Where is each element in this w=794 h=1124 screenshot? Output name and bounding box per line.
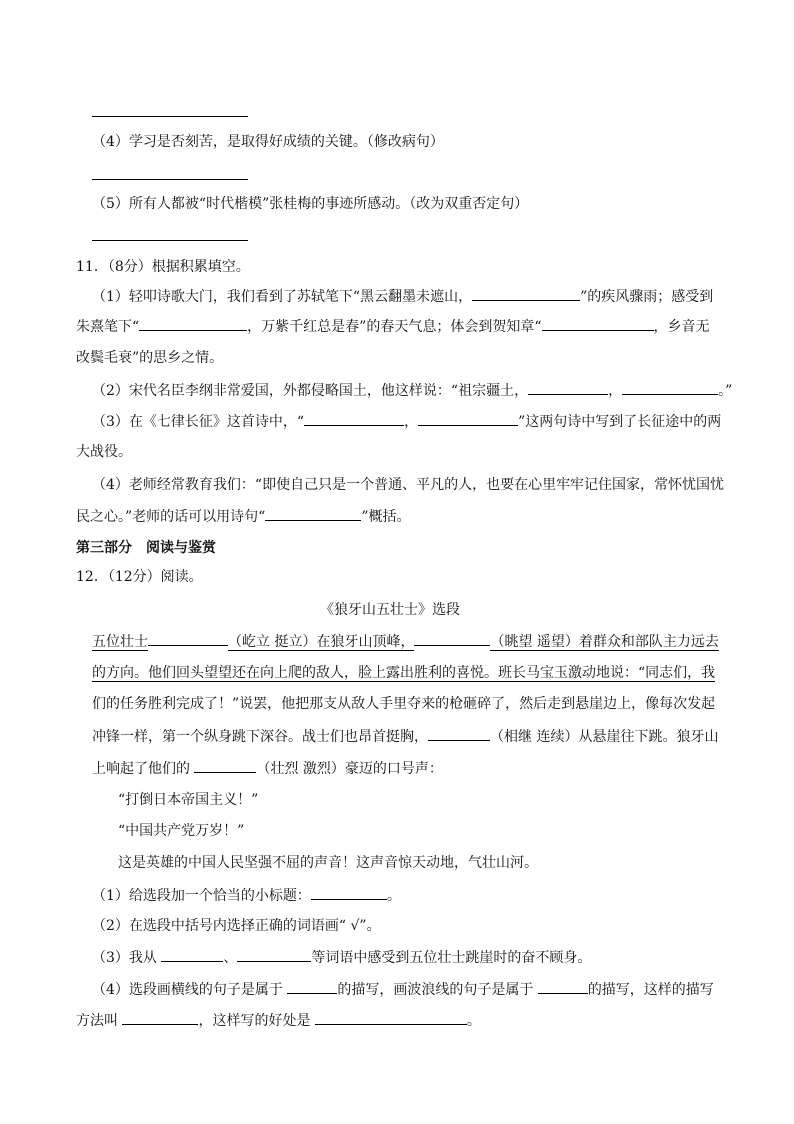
blank[interactable]	[622, 380, 718, 395]
blank[interactable]	[311, 885, 387, 900]
blank[interactable]	[418, 411, 518, 426]
text: ，乡音无	[653, 319, 710, 335]
text: （4）选段画横线的句子是属于	[92, 982, 288, 998]
blank[interactable]	[414, 631, 490, 646]
text: 。”	[718, 383, 733, 399]
passage-line-5	[92, 758, 443, 779]
text: 。	[466, 1013, 481, 1029]
text: （3）我从	[92, 950, 162, 966]
q11-p2	[92, 380, 732, 401]
q11-heading: 11．（8分）根据积累填空。	[76, 259, 250, 275]
text: ，万紫千红总是春”的春天气息；体会到贺知章“	[247, 319, 542, 335]
blank[interactable]	[237, 947, 311, 962]
answer-line-3[interactable]	[92, 116, 248, 117]
passage-closing: 这是英雄的中国人民坚强不屈的声音！这声音惊天动地，气壮山河。	[118, 855, 538, 871]
blank[interactable]	[542, 316, 654, 331]
q12-sub1	[92, 885, 401, 906]
text: 。	[386, 888, 401, 904]
q12-sub4-line1	[92, 979, 714, 1000]
text: ”这两句诗中写到了长征途中的两	[518, 414, 722, 430]
blank[interactable]	[528, 380, 608, 395]
q11-p3-line2: 大战役。	[76, 444, 132, 460]
passage-line-4	[92, 726, 718, 747]
passage-line-3: 们的任务胜利完成了！”说罢，他把那支从敌人手里夺来的枪砸碎了，然后走到悬崖边上，像每次发起	[92, 696, 716, 712]
text: 冲锋一样，第一个纵身跳下深谷。战士们也昂首挺胸，	[92, 729, 428, 745]
text: 朱熹笔下“	[76, 319, 140, 335]
text: 民之心。”老师的话可以用诗句“	[76, 509, 266, 525]
q11-p1-line2	[76, 316, 710, 337]
question-5: （5）所有人都被“时代楷模”张桂梅的事迹所感动。（改为双重否定句）	[92, 196, 529, 212]
text: 、	[223, 950, 238, 966]
text: 上响起了他们的	[92, 761, 195, 777]
text: （1）给选段加一个恰当的小标题：	[92, 888, 311, 904]
passage-title: 《狼牙山五壮士》选段	[320, 602, 460, 618]
blank[interactable]	[122, 1010, 198, 1025]
text: 五位壮士	[92, 634, 148, 650]
text: （3）在《七律长征》这首诗中，“	[92, 414, 305, 430]
blank[interactable]	[315, 1010, 467, 1025]
blank[interactable]	[304, 411, 404, 426]
q11-p1-line1	[92, 286, 713, 307]
q12-sub4-line2	[76, 1010, 481, 1031]
passage-line-1	[92, 631, 719, 652]
text: 的方向。他们回头望望还在向上爬的敌人，脸上露出胜利的喜悦。班长马宝玉激动地说：“同志们，我	[92, 665, 716, 681]
text: ”概括。	[361, 509, 411, 525]
text: ，这样写的好处是	[198, 1013, 315, 1029]
q12-heading: 12．（12分）阅读。	[76, 569, 203, 585]
blank[interactable]	[161, 947, 223, 962]
answer-line-5[interactable]	[92, 240, 248, 241]
q11-p4-line2	[76, 506, 411, 527]
text: （2）宋代名臣李纲非常爱国，外都侵略国土，他这样说：“祖宗疆土，	[92, 383, 529, 399]
blank[interactable]	[148, 631, 228, 646]
slogan-1: “打倒日本帝国主义！”	[118, 792, 259, 808]
q11-p3-line1	[92, 411, 721, 432]
question-4: （4）学习是否刻苦，是取得好成绩的关键。（修改病句）	[92, 134, 444, 150]
q12-sub3	[92, 947, 591, 968]
text: （壮烈 激烈）豪迈的口号声：	[256, 761, 443, 777]
text: （眺望 遥望）着群众和部队主力远去	[490, 634, 719, 650]
text: ，	[404, 414, 419, 430]
blank[interactable]	[428, 726, 490, 741]
answer-line-4[interactable]	[92, 179, 248, 180]
passage-line-2	[92, 663, 715, 683]
text: （1）轻叩诗歌大门，我们看到了苏轼笔下“黑云翻墨未遮山，	[92, 289, 473, 305]
blank[interactable]	[287, 979, 337, 994]
text: ，	[608, 383, 623, 399]
text: 方法叫	[76, 1013, 123, 1029]
q11-p4-line1: （4）老师经常教育我们：“即使自己只是一个普通、平凡的人，也要在心里牢牢记住国家，常怀忧国忧	[92, 477, 725, 493]
text: ”的疾风骤雨；感受到	[580, 289, 714, 305]
text: （屹立 挺立）在狼牙山顶峰，	[228, 634, 415, 650]
q12-sub2: （2）在选段中括号内选择正确的词语画“ √”。	[92, 918, 381, 934]
blank[interactable]	[472, 286, 580, 301]
blank[interactable]	[265, 506, 361, 521]
q11-p1-line3: 改鬓毛衰”的思乡之情。	[76, 350, 224, 366]
text: 的描写，画波浪线的句子是属于	[337, 982, 538, 998]
text: 的描写，这样的描写	[587, 982, 714, 998]
blank[interactable]	[538, 979, 588, 994]
text: （相继 连续）从悬崖往下跳。狼牙山	[490, 729, 719, 745]
blank[interactable]	[139, 316, 247, 331]
slogan-2: “中国共产党万岁！”	[118, 823, 245, 839]
text: 等词语中感受到五位壮士跳崖时的奋不顾身。	[311, 950, 592, 966]
part3-heading: 第三部分 阅读与鉴赏	[76, 540, 216, 556]
blank[interactable]	[194, 758, 256, 773]
